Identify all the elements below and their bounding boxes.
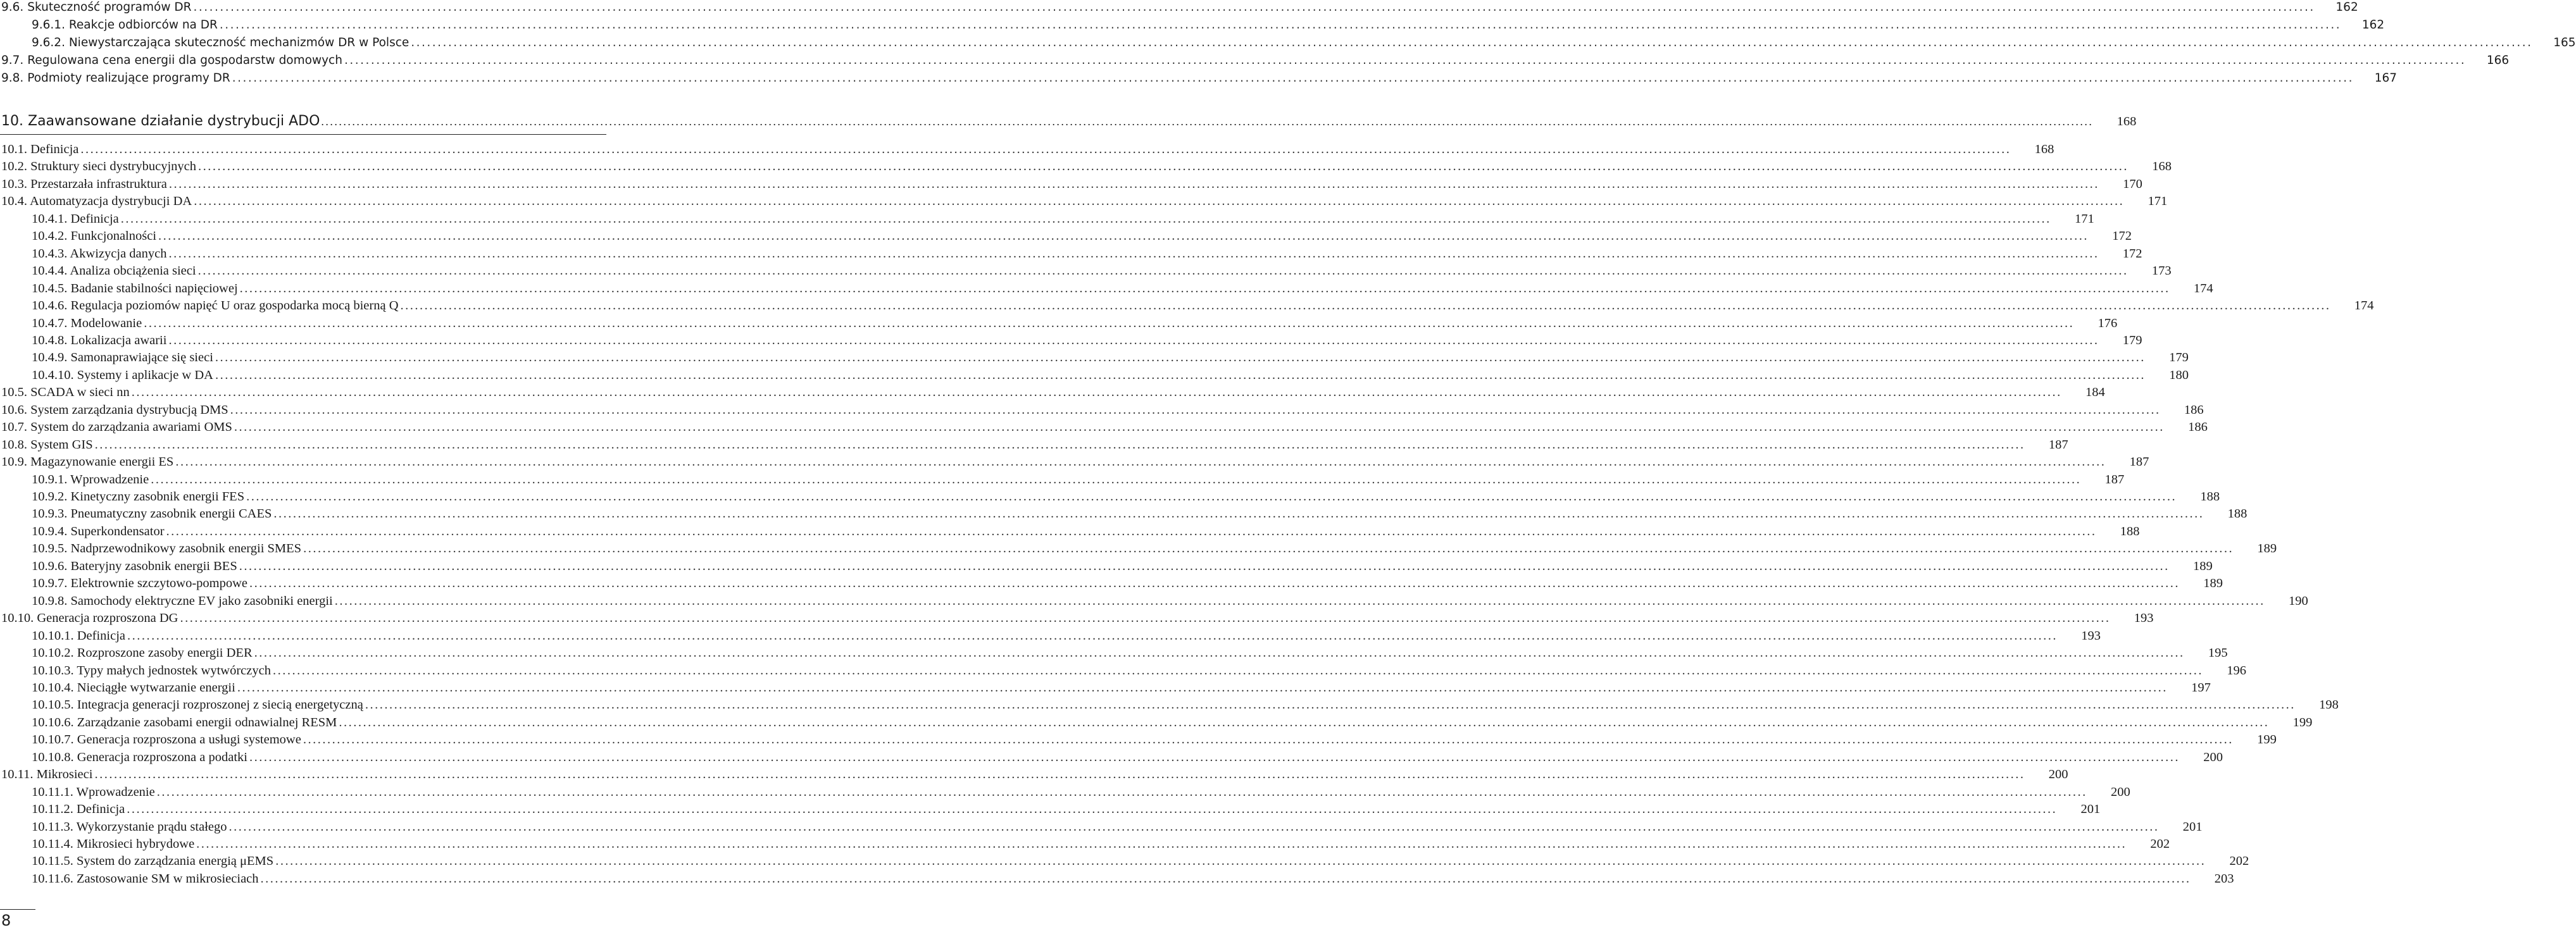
toc-entry-text: Niewystarczająca skuteczność mechanizmów DR w Polsce [68,36,410,49]
toc-entry[interactable] [0,16,2385,34]
toc-leader-dots: ................................................................................................................................................................................................................................................................................................................................................................................................................ [232,71,2354,85]
toc-entry-number: 10.4. [1,194,27,209]
toc-entry-title [32,245,167,263]
toc-entry-text: Definicja [77,628,126,643]
toc-entry-title [32,228,156,245]
toc-entry-number: 10.5. [1,385,27,400]
toc-entry[interactable] [0,315,2118,332]
toc-entry-title [32,714,337,731]
toc-entry-text: Generacja rozproszona a usługi systemowe [77,733,301,747]
toc-entry-page: 174 [2193,281,2213,295]
toc-entry[interactable] [0,437,2068,454]
toc-entry-title [32,853,273,870]
toc-entry-text: Nadprzewodnikowy zasobnik energii SMES [70,542,302,556]
toc-entry[interactable] [0,349,2189,366]
toc-entry-text: System GIS [30,437,93,452]
toc-leader-dots: ................................................................................................................................................................................................................................................................................................................................................................................................................ [175,455,2106,469]
toc-entry-number: 10.1. [1,142,27,156]
toc-entry-number: 10.9.6. [32,559,68,573]
toc-entry-text: Superkondensator [70,524,165,538]
toc-entry-page: 201 [2182,819,2203,834]
toc-leader-dots: ................................................................................................................................................................................................................................................................................................................................................................................................................ [411,36,2533,49]
toc-entry-number: 10.8. [1,437,27,452]
toc-entry-number: 9.6.1. [32,18,65,32]
toc-entry-number: 10.10.4. [32,680,74,695]
toc-entry-page: 198 [2319,698,2339,712]
toc-entry-text: Bateryjny zasobnik energii BES [70,559,237,573]
toc-leader-dots: ................................................................................................................................................................................................................................................................................................................................................................................................................ [127,628,2058,643]
toc-entry-title [32,16,218,34]
toc-entry-text: Regulacja poziomów napięć U oraz gospodarka mocą bierną Q [70,299,399,313]
toc-entry[interactable] [0,540,2277,557]
toc-entry-number: 10.9.1. [32,472,68,487]
toc-entry-number: 10.11.1. [32,784,73,799]
toc-leader-dots: ................................................................................................................................................................................................................................................................................................................................................................................................................ [249,750,2180,764]
toc-entry[interactable] [0,488,2220,505]
toc-entry-title [1,141,78,158]
toc-leader-dots: ................................................................................................................................................................................................................................................................................................................................................................................................................ [273,507,2204,521]
toc-entry-title [32,211,119,228]
toc-entry[interactable] [0,749,2223,766]
toc-entry-title [1,419,232,436]
page-number: 8 [1,912,11,929]
toc-entry-number: 10.9.4. [32,524,68,538]
toc-entry-page: 180 [2169,368,2189,382]
toc-entry[interactable] [0,70,2398,87]
toc-entry[interactable] [0,211,2094,228]
toc-entry-number: 10.10.6. [32,715,74,729]
toc-leader-dots: ................................................................................................................................................................................................................................................................................................................................................................................................................ [215,350,2146,365]
toc-entry-number: 10.9.2. [32,490,68,504]
toc-entry-title [1,766,92,783]
toc-entry-page: 189 [2257,542,2277,556]
toc-entry-title [32,731,301,748]
toc-entry-title [32,558,237,575]
toc-entry-page: 189 [2203,576,2223,591]
toc-entry-page: 165 [2553,36,2576,49]
toc-entry[interactable] [0,766,2068,783]
toc-entry[interactable] [0,402,2204,419]
toc-entry-number: 10.9.3. [32,507,68,521]
toc-entry[interactable] [0,263,2172,280]
toc-entry-title [1,52,342,69]
chapter-text: Zaawansowane działanie dystrybucji ADO [28,113,320,129]
toc-leader-dots: ................................................................................................................................................................................................................................................................................................................................................................................................................ [94,767,2025,782]
toc-entry-title [32,280,238,297]
toc-entry-number: 10.10.8. [32,750,74,764]
toc-leader-dots: ................................................................................................................................................................................................................................................................................................................................................................................................................ [239,281,2170,295]
toc-entry[interactable] [0,679,2211,697]
toc-leader-dots: ................................................................................................................................................................................................................................................................................................................................................................................................................ [120,211,2051,226]
toc-entry-number: 10.9. [1,455,27,469]
toc-entry-text: Przestarzała infrastruktura [30,177,167,191]
toc-entry-number: 10.10. [1,611,34,626]
toc-entry-number: 10.4.7. [32,316,68,330]
toc-leader-dots: ................................................................................................................................................................................................................................................................................................................................................................................................................ [303,542,2234,556]
toc-entry-number: 10.11. [1,767,34,782]
toc-entry-page: 203 [2214,871,2234,886]
toc-entry[interactable] [0,714,2313,731]
toc-leader-dots: ................................................................................................................................................................................................................................................................................................................................................................................................................ [193,1,2315,14]
toc-leader-dots: ................................................................................................................................................................................................................................................................................................................................................................................................................ [194,194,2125,209]
toc-leader-dots: ................................................................................................................................................................................................................................................................................................................................................................................................................ [228,819,2160,834]
toc-entry-text: Definicja [70,211,119,226]
toc-entry-title [32,34,409,51]
toc-entry-text: Mikrosieci hybrydowe [77,837,195,851]
toc-entry-text: Akwizycja danych [70,246,167,261]
toc-entry[interactable] [0,297,2374,314]
toc-entry-number: 10.9.8. [32,593,68,608]
toc-leader-dots: ................................................................................................................................................................................................................................................................................................................................................................................................................ [272,663,2203,678]
toc-entry-page: 196 [2227,663,2246,678]
toc-entry-text: Generacja rozproszona a podatki [77,750,247,764]
toc-entry[interactable] [0,367,2189,384]
toc-leader-dots: ................................................................................................................................................................................................................................................................................................................................................................................................................ [168,246,2099,261]
toc-entry-title [32,662,271,679]
toc-entry[interactable] [0,784,2130,801]
toc-entry-title [32,697,363,714]
toc-entry-page: 179 [2169,350,2189,365]
toc-entry[interactable] [0,245,2142,263]
toc-leader-dots: ................................................................................................................................................................................................................................................................................................................................................................................................................ [198,159,2129,174]
toc-entry[interactable] [0,871,2234,888]
toc-entry-text: Skuteczność programów DR [27,1,192,14]
toc-entry-text: Systemy i aplikacje w DA [77,368,213,382]
toc-entry-text: System do zarządzania awariami OMS [30,420,232,435]
toc-entry-number: 10.4.2. [32,229,68,244]
toc-entry-page: 162 [2335,1,2358,14]
toc-entry-page: 200 [2048,767,2068,782]
toc-entry-text: Samonaprawiające się sieci [70,350,213,365]
toc-entry-title [32,263,196,280]
toc-entry-page: 167 [2374,71,2398,85]
toc-entry-number: 10.2. [1,159,27,174]
toc-entry-title [32,593,333,610]
toc-entry-title [1,402,228,419]
toc-entry-text: Reakcje odbiorców na DR [68,18,218,32]
toc-leader-dots: ................................................................................................................................................................................................................................................................................................................................................................................................................ [239,559,2170,573]
toc-entry-text: Funkcjonalności [70,229,157,244]
toc-entry-text: Automatyzacja dystrybucji DA [30,194,192,209]
toc-entry-title [32,628,125,645]
toc-entry-number: 9.6. [1,1,24,14]
toc-entry-title [32,367,213,384]
toc-entry-number: 10.4.9. [32,350,68,365]
chapter-page: 168 [2116,115,2137,128]
toc-entry-number: 10.6. [1,402,27,417]
toc-leader-dots: ................................................................................................................................................................................................................................................................................................................................................................................................................ [275,854,2206,869]
toc-entry[interactable] [0,332,2142,349]
toc-entry-number: 10.10.7. [32,733,74,747]
toc-leader-dots: ................................................................................................................................................................................................................................................................................................................................................................................................................ [400,299,2331,313]
toc-entry-text: Struktury sieci dystrybucyjnych [30,159,197,174]
toc-leader-dots: ................................................................................................................................................................................................................................................................................................................................................................................................................ [260,871,2191,886]
toc-entry[interactable] [0,505,2248,523]
toc-entry-page: 201 [2080,802,2101,817]
toc-leader-dots: ................................................................................................................................................................................................................................................................................................................................................................................................................ [197,264,2129,278]
toc-entry[interactable] [0,836,2170,853]
toc-entry-page: 168 [2034,142,2054,156]
toc-leader-dots: ................................................................................................................................................................................................................................................................................................................................................................................................................ [246,490,2177,504]
toc-entry-page: 184 [2085,385,2105,400]
toc-entry-title [32,645,253,662]
toc-leader-dots: ................................................................................................................................................................................................................................................................................................................................................................................................................ [131,385,2062,400]
toc-entry[interactable] [0,0,2358,16]
toc-entry-page: 186 [2188,420,2208,435]
toc-leader-dots: ................................................................................................................................................................................................................................................................................................................................................................................................................ [237,680,2168,695]
toc-entry-page: 174 [2354,299,2374,313]
toc-entry-text: Kinetyczny zasobnik energii FES [70,490,245,504]
toc-leader-dots: ................................................................................................................................................................................................................................................................................................................................................................................................................ [230,402,2161,417]
toc-entry-page: 171 [2148,194,2168,209]
toc-entry-number: 9.7. [1,54,24,67]
toc-leader-dots: ................................................................................................................................................................................................................................................................................................................................................................................................................ [196,837,2127,851]
toc-entry-title [1,70,230,87]
toc-entry-text: Wykorzystanie prądu stałego [76,819,227,834]
toc-entry[interactable] [0,662,2246,679]
toc-entry-page: 199 [2292,715,2313,729]
toc-leader-dots: ................................................................................................................................................................................................................................................................................................................................................................................................................ [158,229,2089,244]
toc-entry-page: 199 [2257,733,2277,747]
toc-entry-text: Typy małych jednostek wytwórczych [77,663,271,678]
toc-entry-number: 10.10.1. [32,628,74,643]
toc-leader-dots: ................................................................................................................................................................................................................................................................................................................................................................................................................ [180,611,2111,626]
toc-entry-page: 190 [2289,593,2308,608]
toc-entry-title [32,540,301,557]
toc-entry-title [1,176,167,193]
toc-entry-text: Pneumatyczny zasobnik energii CAES [70,507,272,521]
toc-entry[interactable] [0,731,2277,748]
toc-entry-page: 200 [2203,750,2223,764]
toc-entry-text: Definicja [30,142,79,156]
toc-entry[interactable] [0,697,2339,714]
toc-entry[interactable] [0,158,2172,175]
toc-entry-text: Analiza obciążenia sieci [70,264,196,278]
toc-entry-text: SCADA w sieci nn [30,385,130,400]
toc-leader-dots: ................................................................................................................................................................................................................................................................................................................................................................................................................ [254,646,2185,660]
toc-entry[interactable] [0,471,2125,488]
toc-leader-dots: ................................................................................................................................................................................................................................................................................................................................................................................................................ [234,420,2165,435]
toc-entry-text: System do zarządzania energią μEMS [77,854,274,869]
toc-entry-text: Podmioty realizujące programy DR [27,71,230,85]
toc-entry-text: System zarządzania dystrybucją DMS [30,402,228,417]
toc-entry-number: 9.6.2. [32,36,65,49]
toc-entry-title [32,871,259,888]
toc-leader-dots: ................................................................................................................................................................................................................................................................................................................................................................................................................ [168,333,2099,347]
toc-entry-title [1,384,130,401]
toc-entry-page: 172 [2112,229,2132,244]
toc-entry-title [32,332,166,349]
toc-entry[interactable] [0,419,2208,436]
toc-entry[interactable] [0,193,2168,210]
toc-entry[interactable] [0,384,2105,401]
toc-entry-text: Wprowadzenie [76,784,155,799]
toc-entry-number: 10.11.5. [32,854,73,869]
toc-leader-dots: ................................................................................................................................................................................................................................................................................................................................................................................................................ [80,142,2011,156]
toc-leader-dots: ................................................................................................................................................................................................................................................................................................................................................................................................................ [215,368,2146,382]
toc-entry[interactable] [0,819,2203,836]
toc-entry-title [32,523,165,540]
toc-leader-dots: ................................................................................................................................................................................................................................................................................................................................................................................................................ [166,524,2097,538]
toc-entry-page: 186 [2184,402,2204,417]
toc-leader-dots: ................................................................................................................................................................................................................................................................................................................................................................................................................ [365,698,2296,712]
toc-entry-page: 193 [2081,628,2101,643]
toc-entry-title [32,836,194,853]
toc-entry[interactable] [0,176,2142,193]
toc-entry-page: 187 [2129,455,2149,469]
toc-leader-dots: ................................................................................................................................................................................................................................................................................................................................................................................................................ [344,54,2467,67]
toc-entry[interactable] [0,34,2576,51]
toc-entry-page: 187 [2104,472,2125,487]
toc-entry-page: 176 [2098,316,2118,330]
toc-leader-dots: ................................................................................................................................................................................................................................................................................................................................................................................................................ [156,784,2087,799]
toc-entry-page: 166 [2486,54,2510,67]
toc-entry[interactable] [0,141,2054,158]
toc-entry-title [32,471,149,488]
toc-entry-page: 195 [2208,646,2228,660]
toc-entry-title [1,437,93,454]
toc-entry[interactable] [0,228,2132,245]
toc-leader-dots: ................................................................................................................................................................................................................................................................................................................................................................................................................ [94,437,2025,452]
toc-entry-number: 10.10.5. [32,698,74,712]
toc-leader-dots: ................................................................................................................................................................................................................................................................................................................................................................................................................ [249,576,2180,591]
toc-entry-number: 10.4.3. [32,246,68,261]
toc-entry-page: 173 [2151,264,2172,278]
toc-entry-page: 197 [2191,680,2211,695]
toc-entry-title [32,488,244,505]
toc-leader-dots: ................................................................................................................................................................................................................................................................................................................................................................................................................ [339,715,2270,729]
toc-entry-number: 10.4.4. [32,264,68,278]
toc-entry-page: 202 [2150,837,2170,851]
toc-entry-text: Modelowanie [70,316,142,330]
toc-entry-text: Elektrownie szczytowo-pompowe [70,576,248,591]
toc-entry-text: Zastosowanie SM w mikrosieciach [77,871,259,886]
toc-entry-page: 188 [2200,490,2220,504]
toc-entry-text: Samochody elektryczne EV jako zasobniki energii [70,593,333,608]
toc-entry-title [32,749,247,766]
toc-leader-dots: ................................................................................................................................................................................................................................................................................................................................................................................................................ [151,472,2082,487]
toc-entry-number: 10.7. [1,420,27,435]
chapter-heading[interactable] [0,109,2137,135]
toc-entry-text: Regulowana cena energii dla gospodarstw domowych [27,54,342,67]
toc-entry-number: 10.4.5. [32,281,68,295]
toc-entry-text: Definicja [77,802,125,817]
toc-entry-page: 189 [2192,559,2213,573]
toc-entry-number: 10.4.10. [32,368,74,382]
toc-entry-number: 10.4.8. [32,333,68,347]
toc-entry-text: Mikrosieci [36,767,93,782]
toc-entry-number: 10.10.3. [32,663,74,678]
toc-entry-number: 10.3. [1,177,27,191]
toc-leader-dots: ................................................................................................................................................................................................................................................................................................................................................................................................................ [303,733,2234,747]
toc-entry[interactable] [0,645,2228,662]
toc-entry-page: 172 [2122,246,2142,261]
toc-entry-title [32,679,235,697]
toc-entry[interactable] [0,610,2154,627]
toc-entry-page: 202 [2229,854,2249,869]
toc-entry-page: 168 [2152,159,2172,174]
toc-entry[interactable] [0,558,2213,575]
toc-entry-title [32,349,213,366]
toc-entry[interactable] [0,52,2510,69]
toc-entry[interactable] [0,801,2101,818]
toc-entry-text: Lokalizacja awarii [70,333,167,347]
toc-entry-title [1,0,191,16]
footer-rule [0,909,35,910]
toc-entry-number: 10.9.5. [32,542,68,556]
toc-entry-page: 162 [2361,18,2385,32]
toc-entry-title [1,610,178,627]
toc-entry-text: Magazynowanie energii ES [30,455,174,469]
toc-leader-dots: ................................................................................................................................................................................................................................................................................................................................................................................................................ [168,177,2099,191]
toc-entry-number: 10.4.6. [32,299,68,313]
toc-entry-number: 10.11.6. [32,871,73,886]
toc-entry[interactable] [0,523,2140,540]
toc-leader-dots: ................................................................................................................................................................................................................................................................................................................................................................................................................ [334,593,2265,608]
toc-entry-page: 187 [2048,437,2068,452]
toc-leader-dots: ................................................................................................................................................................................................................................................................................................................................................................................................................ [144,316,2075,330]
toc-entry-title [32,819,227,836]
toc-entry-number: 10.11.4. [32,837,73,851]
toc-entry-page: 171 [2075,211,2094,226]
toc-entry-number: 10.4.1. [32,211,68,226]
toc-entry-number: 10.10.2. [32,646,74,660]
toc-entry-number: 10.11.2. [32,802,73,817]
toc-entry-title [32,784,155,801]
toc-entry[interactable] [0,280,2213,297]
toc-entry-text: Wprowadzenie [70,472,149,487]
chapter-number: 10. [1,113,23,129]
toc-entry[interactable] [0,593,2308,610]
toc-entry[interactable] [0,853,2249,870]
toc-entry-text: Rozproszone zasoby energii DER [77,646,253,660]
toc-entry-title [32,505,272,523]
toc-entry-title [32,575,247,592]
toc-entry-page: 170 [2123,177,2142,191]
toc-entry-text: Integracja generacji rozproszonej z siecią energetyczną [77,698,363,712]
toc-entry-page: 188 [2227,507,2248,521]
toc-entry-title [32,315,142,332]
toc-entry-text: Generacja rozproszona DG [37,611,178,626]
toc-entry-page: 193 [2134,611,2154,626]
toc-entry-text: Nieciągłe wytwarzanie energii [77,680,235,695]
toc-entry[interactable] [0,628,2101,645]
toc-entry-title [1,454,173,471]
toc-entry[interactable] [0,454,2149,471]
toc-entry-number: 9.8. [1,71,24,85]
toc-leader-dots: ................................................................................................................................................................................................................................................................................................................................................................................................................ [321,115,2094,128]
toc-entry[interactable] [0,575,2223,592]
toc-entry-number: 10.9.7. [32,576,68,591]
toc-entry-page: 188 [2120,524,2140,538]
toc-entry-title [32,297,399,314]
toc-entry-number: 10.11.3. [32,819,73,834]
toc-leader-dots: ................................................................................................................................................................................................................................................................................................................................................................................................................ [127,802,2058,817]
toc-entry-text: Zarządzanie zasobami energii odnawialnej RESM [77,715,337,729]
toc-leader-dots: ................................................................................................................................................................................................................................................................................................................................................................................................................ [219,18,2342,32]
toc-entry-title [32,801,125,818]
toc-entry-text: Badanie stabilności napięciowej [70,281,238,295]
toc-entry-page: 179 [2122,333,2142,347]
toc-entry-title [1,158,196,175]
toc-entry-page: 200 [2110,784,2130,799]
chapter-title [1,109,320,134]
toc-entry-title [1,193,192,210]
